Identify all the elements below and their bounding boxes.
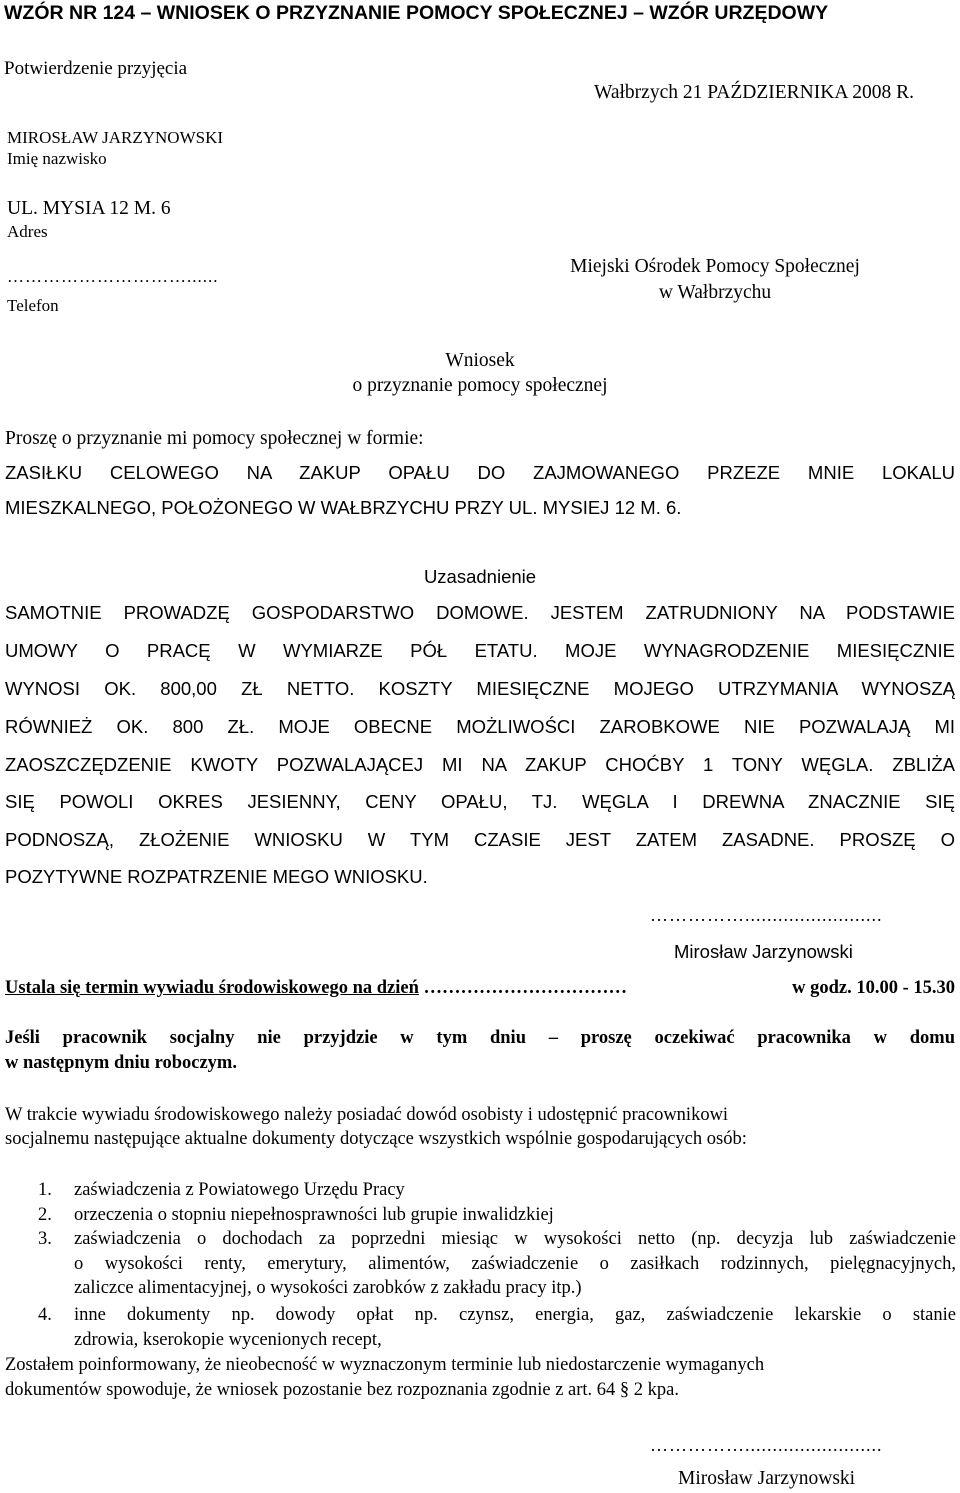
applicant-phone-label: Telefon [7, 296, 59, 315]
list-item-4-number: 4. [38, 1305, 52, 1325]
justification-line-7: PODNOSZĄ, ZŁOŻENIE WNIOSKU W TYM CZASIE JEST ZATEM ZASADNE. PROSZĘ O [5, 829, 955, 850]
form-heading-line-2: o przyznanie pomocy społecznej [352, 375, 608, 396]
recipient-line-1: Miejski Ośrodek Pomocy Społecznej [570, 256, 860, 277]
applicant-address-value: UL. MYSIA 12 M. 6 [7, 198, 171, 219]
justification-line-2: UMOWY O PRACĘ W WYMIARZE PÓŁ ETATU. MOJE WYNAGRODZENIE MIESIĘCZNIE [5, 640, 955, 661]
notice-line-1: Jeśli pracownik socjalny nie przyjdzie w tym dniu – proszę oczekiwać pracownika w domu [5, 1028, 955, 1048]
signature-1-name: Mirosław Jarzynowski [674, 941, 853, 962]
applicant-address-label: Adres [7, 222, 48, 241]
list-item-2-number: 2. [38, 1205, 52, 1225]
signature-2-name: Mirosław Jarzynowski [678, 1468, 856, 1489]
closing-line-1: Zostałem poinformowany, że nieobecność w wyznaczonym terminie lub niedostarczenie wymaganych [5, 1355, 765, 1375]
documents-intro-line-2: socjalnemu następujące aktualne dokumenty dotyczące wszystkich wspólnie gospodarujących osób: [5, 1129, 747, 1149]
applicant-phone-value: …………………………...... [7, 267, 219, 286]
request-line-1: ZASIŁKU CELOWEGO NA ZAKUP OPAŁU DO ZAJMOWANEGO PRZEZE MNIE LOKALU [5, 462, 955, 483]
recipient-line-2: w Wałbrzychu [658, 282, 772, 303]
justification-line-5: ZAOSZCZĘDZENIE KWOTY POZWALAJĄCEJ MI NA ZAKUP CHOĆBY 1 TONY WĘGLA. ZBLIŻA [5, 754, 955, 775]
form-heading-line-1: Wniosek [445, 350, 515, 371]
list-item-1-text: zaświadczenia z Powiatowego Urzędu Pracy [74, 1180, 405, 1200]
justification-line-6: SIĘ POWOLI OKRES JESIENNY, CENY OPAŁU, TJ. WĘGLA I DREWNA ZNACZNIE SIĘ [5, 791, 955, 812]
justification-line-4: RÓWNIEŻ OK. 800 ZŁ. MOJE OBECNE MOŻLIWOŚCI ZAROBKOWE NIE POZWALAJĄ MI [5, 716, 955, 737]
signature-2-dots: ……………......................... [650, 1435, 883, 1455]
justification-heading: Uzasadnienie [423, 566, 537, 587]
list-item-2-text: orzeczenia o stopniu niepełnosprawności lub grupie inwalidzkiej [74, 1205, 554, 1225]
interview-line [5, 978, 955, 999]
justification-line-3: WYNOSI OK. 800,00 ZŁ NETTO. KOSZTY MIESIĘCZNE MOJEGO UTRZYMANIA WYNOSZĄ [5, 678, 955, 699]
list-item-3-line-3: zaliczce alimentacyjnej, o wysokości zarobków z zakładu pracy itp.) [74, 1278, 582, 1298]
justification-line-1: SAMOTNIE PROWADZĘ GOSPODARSTWO DOMOWE. JESTEM ZATRUDNIONY NA PODSTAWIE [5, 602, 955, 623]
list-item-1-number: 1. [38, 1180, 52, 1200]
document-title: WZÓR NR 124 – WNIOSEK O PRZYZNANIE POMOCY SPOŁECZNEJ – WZÓR URZĘDOWY [4, 2, 829, 24]
request-line-2: MIESZKALNEGO, POŁOŻONEGO W WAŁBRZYCHU PRZY UL. MYSIEJ 12 M. 6. [5, 497, 682, 518]
list-item-3-line-2: o wysokości renty, emerytury, alimentów, zaświadczenie o zasiłkach rodzinnych, pielęgnacyjnych, [74, 1254, 956, 1274]
signature-1-dots: ……………......................... [650, 905, 883, 925]
list-item-3-number: 3. [38, 1229, 52, 1249]
interview-date-dots: …………………………… [418, 978, 627, 998]
list-item-4-line-2: zdrowia, kserokopie wycenionych recept, [74, 1330, 382, 1350]
closing-line-2: dokumentów spowoduje, że wniosek pozostanie bez rozpoznania zgodnie z art. 64 § 2 kpa. [5, 1380, 680, 1400]
applicant-name-label: Imię nazwisko [7, 149, 107, 168]
list-item-4-line-1: inne dokumenty np. dowody opłat np. czynsz, energia, gaz, zaświadczenie lekarskie o stanie [74, 1305, 956, 1325]
justification-line-8: POZYTYWNE ROZPATRZENIE MEGO WNIOSKU. [5, 866, 428, 887]
applicant-name-value: MIROSŁAW JARZYNOWSKI [7, 128, 224, 147]
request-intro: Proszę o przyznanie mi pomocy społecznej w formie: [5, 428, 424, 449]
interview-label: Ustala się termin wywiadu środowiskowego na dzień [5, 978, 419, 998]
notice-line-2: w następnym dniu roboczym. [5, 1053, 237, 1073]
place-date: Wałbrzych 21 PAŹDZIERNIKA 2008 R. [594, 82, 914, 103]
confirmation-label: Potwierdzenie przyjęcia [4, 58, 188, 79]
interview-hours: w godz. 10.00 - 15.30 [792, 978, 955, 998]
list-item-3-line-1: zaświadczenia o dochodach za poprzedni miesiąc w wysokości netto (np. decyzja lub zaświadczenie [74, 1229, 956, 1249]
documents-intro-line-1: W trakcie wywiadu środowiskowego należy posiadać dowód osobisty i udostępnić pracownikowi [5, 1105, 729, 1125]
